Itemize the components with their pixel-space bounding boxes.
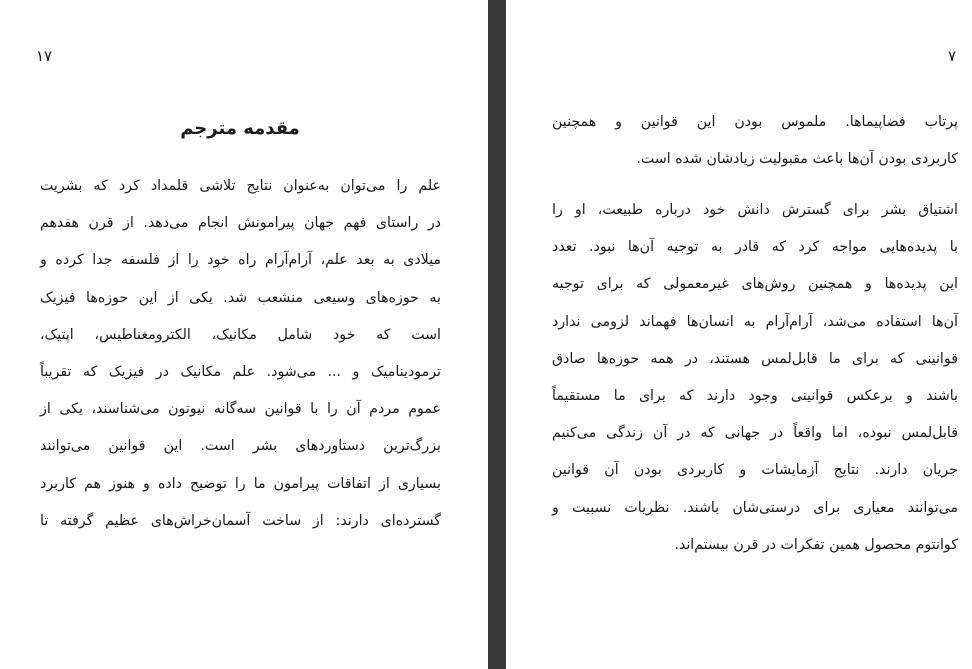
text-line: پرتاب فضاپیماها. ملموس بودن این قوانین و همچنین: [552, 114, 958, 130]
text-line: عموم مردم آن را با قوانین سه‌گانه نیوتون می‌شناسند، یکی از: [40, 401, 441, 418]
text-line: ترمودینامیک و ... می‌شود. علم مکانیک در فیزیک که تقریباً: [40, 363, 441, 380]
text-line: اشتیاق بشر برای گسترش دانش خود درباره طبیعت، او را: [552, 202, 958, 218]
body-paragraph: [552, 104, 958, 178]
text-line: کوانتوم محصول همین تفکرات در قرن بیستم‌اند.: [674, 536, 958, 553]
chapter-title: مقدمه مترجم: [180, 118, 300, 139]
page-number: ۷: [947, 47, 956, 65]
text-line: گسترده‌ای دارند: از ساخت آسمان‌خراش‌های عظیم گرفته تا: [40, 512, 441, 529]
body-paragraph: [552, 192, 958, 564]
text-line: علم را می‌توان به‌عنوان نتایج تلاشی قلمداد کرد که بشریت: [40, 178, 441, 194]
text-line: آن‌ها استفاده می‌شد، آرام‌آرام به انسان‌ها فهماند لزومی ندارد: [552, 313, 958, 330]
text-line: این پدیده‌ها و همچنین روش‌های غیرمعمولی که برای توجیه: [552, 276, 958, 293]
right-page: [506, 0, 972, 669]
text-line: می‌توانند معیاری برای درستی‌شان باشند. نظریات نسبیت و: [552, 499, 958, 516]
text-line: بسیاری از اتفاقات پیرامون ما را توضیح داده و هنوز هم کاربرد: [40, 475, 441, 492]
text-line: در راستای فهم جهان پیرامونش انجام می‌دهد. از قرن هفدهم: [40, 215, 441, 232]
text-line: قابل‌لمس نبوده، اما واقعاً در جهانی که در آن زندگی می‌کنیم: [552, 425, 958, 442]
text-line: میلادی به بعد علم، آرام‌آرام راه خود را از فلسفه جدا کرده و: [40, 252, 441, 269]
text-line: قوانینی که برای ما قابل‌لمس هستند، در همه حوزه‌ها صادق: [552, 350, 958, 367]
text-line: کاربردی بودن آن‌ها باعث مقبولیت زیادشان شده است.: [636, 151, 958, 168]
text-line: است که خود شامل مکانیک، الکترومغناطیس، اپتیک،: [40, 326, 441, 343]
text-line: با پدیده‌هایی مواجه کرد که قادر به توجیه آن‌ها نبود. تعدد: [552, 239, 958, 256]
text-line: جریان دارند. نتایج آزمایشات و کاربردی بودن آن قوانین: [552, 462, 958, 479]
body-paragraph: [40, 168, 441, 540]
text-line: به حوزه‌های وسیعی منشعب شد. یکی از این حوزه‌ها فیزیک: [40, 289, 441, 306]
text-line: باشند و برعکس قوانینی وجود دارند که برای ما مستقیماً: [552, 387, 958, 404]
text-line: بزرگ‌ترین دستاوردهای بشر است. این قوانین می‌توانند: [40, 438, 441, 455]
page-number: ۱۷: [36, 47, 53, 65]
book-gutter: [488, 0, 506, 669]
